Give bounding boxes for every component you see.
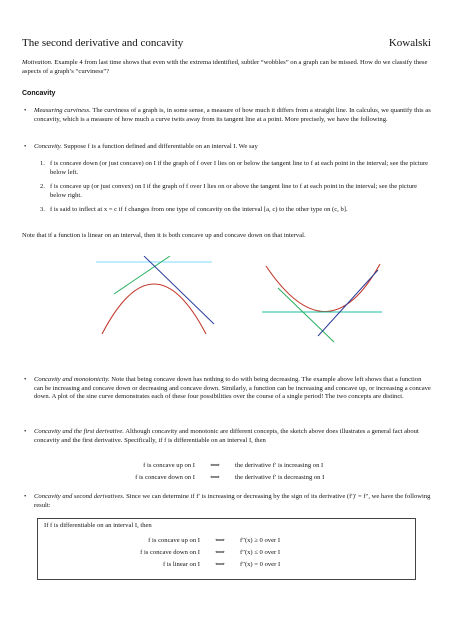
result-row — [104, 537, 280, 546]
iff-symbol: ⟺ — [210, 474, 220, 481]
definition-number: 3. — [40, 206, 45, 213]
iff-symbol: ⟺ — [215, 537, 225, 544]
result-right: f″(x) ≥ 0 over I — [240, 537, 281, 544]
bullet-monotonicity — [22, 376, 431, 402]
page-title: The second derivative and concavity — [22, 37, 184, 49]
equation-right: the derivative f′ is increasing on I — [235, 462, 324, 469]
concave-down-figure — [92, 256, 222, 336]
bullet-concavity-label: Concavity. — [34, 143, 63, 150]
bullet-monotonicity-label: Concavity and monotonicity. — [34, 376, 110, 383]
concave-up-curve — [266, 264, 380, 312]
result-intro: If f is differentiable on an interval I, then — [44, 522, 152, 529]
iff-symbol: ⟺ — [215, 561, 225, 568]
result-box — [37, 518, 416, 580]
definition-text: f is concave up (or just convex) on I if the graph of f over I lies on or above the tangent line to f at each point in the interval; see the picture below right. — [50, 183, 418, 199]
iff-symbol: ⟺ — [210, 462, 220, 469]
result-right: f″(x) ≤ 0 over I — [240, 549, 281, 556]
definition-item — [40, 206, 431, 215]
bullet-first-derivative-label: Concavity and the first derivative. — [34, 428, 124, 435]
equation-row — [100, 474, 324, 483]
linear-note: Note that if a function is linear on an interval, then it is both concave up and concave down on that interval. — [22, 232, 306, 239]
equation-left: f is concave down on I — [135, 474, 195, 481]
bullet-curviness — [22, 107, 431, 124]
definition-text: f is said to inflect at x = c if f changes from one type of concavity on the interval [a, c) to the other type on (c, b]. — [50, 206, 348, 213]
section-heading: Concavity — [22, 90, 56, 97]
bullet-concavity-text: Suppose f is a function defined and differentiable on an interval I. We say — [63, 143, 258, 150]
bullet-monotonicity-text: Note that being concave down has nothing to do with being decreasing. The example above left shows that a function can be increasing and concave down or decreasing and concave down. Similarly, a function can be increasing and concave up, or increasing a concave down. A plot of the sine curve demonstrates each of these four possibilities over the course of a single period! The two concepts are distinct. — [34, 376, 431, 401]
bullet-first-derivative-text: Although concavity and monotonic are different concepts, the sketch above does illustrates a general fact about concavity and the first derivative. Specifically, if f is differentiable on an interval I, then — [34, 428, 419, 444]
definition-item — [40, 160, 431, 177]
result-left: f is linear on I — [163, 561, 200, 568]
concave-up-figure — [258, 262, 388, 344]
motivation-text: Example 4 from last time shows that even with the extrema identified, subtler “wobbles” on a graph can be missed. How do we classify these aspects of a graph’s “curviness”? — [22, 59, 428, 75]
result-left: f is concave down on I — [140, 549, 200, 556]
equation-row — [100, 462, 323, 471]
motivation-paragraph — [22, 59, 431, 76]
iff-symbol: ⟺ — [215, 549, 225, 556]
tangent-line — [318, 270, 378, 336]
bullet-concavity — [22, 143, 431, 152]
result-row — [104, 561, 280, 570]
definition-item — [40, 183, 431, 200]
motivation-label: Motivation. — [22, 59, 53, 66]
bullet-curviness-text: The curviness of a graph is, in some sense, a measure of how much it differs from a straight line. In calculus, we quantify this as concavity, which is a measure of how much a curve twits away from its tangent line at a point. More precisely, we have the following. — [34, 107, 431, 123]
bullet-first-derivative — [22, 428, 431, 445]
bullet-curviness-label: Measuring curviness. — [34, 107, 91, 114]
equation-left: f is concave up on I — [143, 462, 195, 469]
bullet-second-derivative-text: Since we can determine if f′ is increasing or decreasing by the sign of its derivative (f′)′ = f″, we have the following result: — [34, 493, 431, 509]
bullet-second-derivative — [22, 493, 431, 510]
result-left: f is concave up on I — [148, 537, 200, 544]
author-name: Kowalski — [388, 37, 431, 49]
bullet-second-derivative-label: Concavity and second derivatives. — [34, 493, 125, 500]
tangent-line — [278, 288, 334, 342]
result-right: f″(x) = 0 over I — [240, 561, 281, 568]
result-row — [104, 549, 280, 558]
tangent-line — [144, 256, 214, 324]
definition-number: 1. — [40, 160, 45, 167]
page-header — [22, 36, 431, 51]
equation-right: the derivative f′ is decreasing on I — [235, 474, 325, 481]
definition-number: 2. — [40, 183, 45, 190]
definition-text: f is concave down (or just concave) on I if the graph of f over I lies on or below the tangent line to f at each point in the interval; see the picture below left. — [50, 160, 429, 176]
